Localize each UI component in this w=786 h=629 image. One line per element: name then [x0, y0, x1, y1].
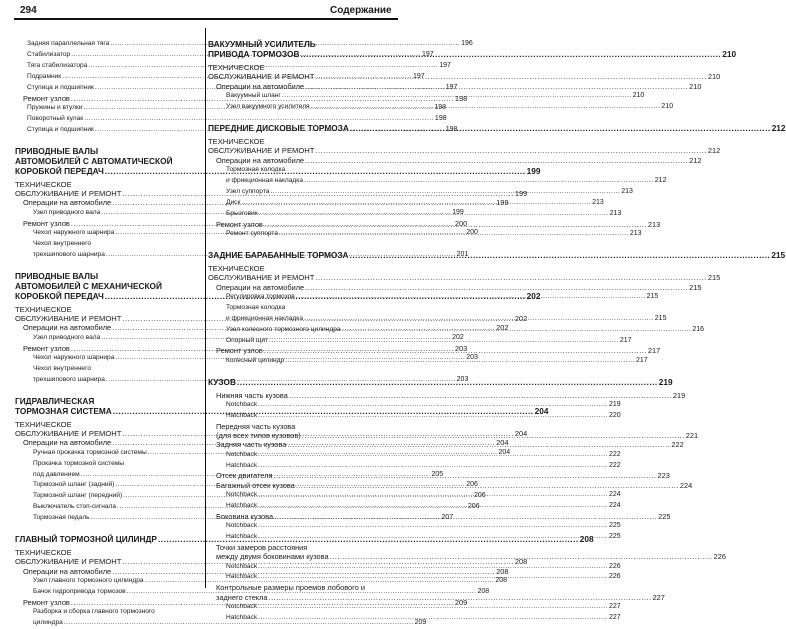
toc-entry-title: Поворотный кулак [27, 114, 84, 122]
toc-entry-page-number: 226 [608, 562, 621, 570]
toc-entry-title: Ручная прокачка тормозной системы [33, 448, 147, 456]
toc-entry-title: Notchback [226, 400, 258, 408]
dot-leader [258, 532, 608, 543]
toc-entry-title: трехшипового шарнира [33, 375, 105, 383]
toc-entry-text: Чехол внутреннего [33, 364, 92, 372]
toc-entry-page-number: 226 [713, 552, 726, 562]
dot-leader [304, 314, 654, 325]
dot-leader [269, 336, 619, 347]
toc-entry-title: Регулировка тормозов [226, 292, 295, 300]
toc-entry-title: Notchback [226, 562, 258, 570]
toc-entry-page-number: 202 [452, 333, 464, 341]
spacer [15, 386, 198, 396]
toc-entry-title: Узел колесного тормозного цилиндра [226, 325, 341, 333]
toc-entry-title: Операции на автомобиле [23, 323, 112, 333]
toc-entry-title: и фрикционная накладка [226, 314, 303, 322]
toc-entry-title: Опорный щит [226, 336, 269, 344]
dot-leader [330, 552, 713, 561]
toc-entry [208, 282, 702, 292]
dot-leader [258, 521, 608, 532]
page-title: Содержание [330, 5, 392, 16]
toc-entry-title: ОБСЛУЖИВАНИЕ И РЕМОНТ [208, 146, 315, 156]
toc-entry [208, 461, 621, 472]
toc-entry-page-number: 212 [654, 176, 667, 184]
toc-entry-page-number: 206 [473, 492, 486, 500]
toc-section-page-number: 215 [771, 249, 786, 260]
dot-leader [311, 102, 661, 113]
toc-entry-title: Диск [226, 198, 241, 206]
toc-entry-title: Тормозной шланг (передний) [33, 492, 123, 500]
toc-entry-title: Пружины и втулки [27, 103, 83, 111]
toc-entry-title: Ступица и подшипник [27, 125, 94, 133]
toc-entry-page-number: 222 [608, 450, 621, 458]
toc-entry [208, 176, 667, 187]
toc-section-title: ТОРМОЗНАЯ СИСТЕМА [15, 405, 112, 416]
dot-leader [315, 146, 706, 155]
toc-entry-page-number: 222 [671, 440, 684, 450]
toc-entry-page-number: 207 [441, 514, 454, 522]
toc-entry [15, 218, 468, 228]
toc-entry-page-number: 220 [608, 411, 621, 419]
toc-entry-title: Узел приводного вала [33, 208, 101, 216]
toc-entry-title: ОБСЛУЖИВАНИЕ И РЕМОНТ [15, 429, 122, 439]
dot-leader [258, 490, 608, 501]
dot-leader [287, 440, 670, 449]
toc-entry-page-number: 223 [657, 471, 670, 481]
dot-leader [258, 613, 608, 624]
toc-entry-page-number: 217 [619, 336, 632, 344]
toc-entry-page-number: 197 [445, 83, 458, 91]
toc-entry-text: Разборка и сборка главного тормозного [33, 608, 155, 616]
toc-entry-page-number: 224 [608, 501, 621, 509]
toc-entry-text: ТЕХНИЧЕСКОЕ [208, 263, 265, 273]
toc-entry-page-number: 224 [608, 491, 621, 499]
toc-entry-title: Ремонт узлов [23, 343, 70, 353]
toc-entry-page-number: 198 [434, 114, 447, 122]
toc-entry-page-number: 204 [498, 448, 511, 456]
toc-entry [15, 618, 427, 629]
toc-entry-page-number: 203 [454, 343, 468, 353]
toc-entry-title: Ступица и подшипник [27, 83, 94, 91]
toc-entry-text: ТЕХНИЧЕСКОЕ [15, 548, 72, 558]
toc-entry-page-number: 196 [461, 40, 473, 47]
toc-entry-title: Боковина кузова [216, 511, 274, 521]
dot-leader [300, 49, 721, 59]
toc-entry-page-number: 225 [658, 511, 671, 521]
toc-entry-title: Чехол наружного шарнира [33, 353, 115, 361]
toc-section-text: АВТОМОБИЛЕЙ С АВТОМАТИЧЕСКОЙ [15, 155, 173, 166]
dot-leader [304, 176, 654, 187]
toc-entry-title: Узел главного тормозного цилиндра [33, 577, 144, 585]
toc-entry-text: ТЕХНИЧЕСКОЕ [15, 304, 72, 314]
dot-leader [315, 273, 706, 282]
toc-entry-title: Notchback [226, 602, 258, 610]
toc-entry-title: Узел приводного вала [33, 333, 101, 341]
spacer [208, 367, 398, 377]
dot-leader [296, 481, 679, 490]
toc-entry-page-number: 197 [422, 50, 434, 58]
toc-section-page-number: 199 [526, 165, 541, 176]
toc-entry [208, 155, 702, 165]
toc-entry [15, 114, 447, 125]
toc-section-page-number: 208 [579, 534, 594, 545]
toc-entry-title: Ремонт узлов [216, 346, 263, 356]
toc-entry-title: Ремонт узлов [216, 219, 263, 229]
toc-section-text: ПРИВОДНЫЕ ВАЛЫ [15, 270, 99, 281]
dot-leader [258, 411, 608, 422]
dot-leader [350, 250, 771, 260]
toc-entry-page-number: 199 [452, 208, 464, 216]
toc-entry-page-number: 217 [636, 356, 648, 364]
dot-leader [258, 572, 608, 583]
dot-leader [258, 400, 608, 411]
toc-entry-title: цилиндра [33, 619, 63, 627]
toc-entry-title: Операции на автомобиле [23, 438, 112, 448]
toc-entry-title: Брызговик [226, 209, 258, 217]
toc-section-page-number: 219 [658, 376, 673, 387]
toc-entry-title: Операции на автомобиле [23, 566, 112, 576]
toc-entry-page-number: 202 [514, 313, 528, 323]
toc-entry-page-number: 200 [466, 228, 478, 236]
toc-entry-page-number: 216 [692, 325, 705, 333]
toc-entry [15, 343, 468, 353]
toc-section-text: ПРИВОДНЫЕ ВАЛЫ [15, 145, 99, 156]
toc-section-text: ГИДРАВЛИЧЕСКАЯ [15, 395, 95, 406]
spacer [15, 524, 198, 534]
toc-entry-page-number: 226 [608, 573, 621, 581]
toc-section-title: КУЗОВ [208, 376, 236, 387]
toc-entry-title: Вакуумный шланг [226, 92, 281, 100]
toc-entry-title: Узел вакуумного усилителя [226, 103, 310, 111]
toc-entry-page-number: 209 [414, 619, 427, 627]
toc-entry-title: Notchback [226, 491, 258, 499]
toc-entry-page-number: 213 [609, 209, 622, 217]
toc-entry-title: Hatchback [226, 573, 258, 581]
toc-section-title: ГЛАВНЫЙ ТОРМОЗНОЙ ЦИЛИНДР [15, 534, 157, 545]
toc-entry-title: Hatchback [226, 501, 258, 509]
toc-entry-page-number: 200 [454, 218, 468, 228]
dot-leader [289, 391, 672, 400]
toc-entry-title: Ремонт узлов [23, 597, 70, 607]
toc-entry-title: Подрамник [27, 72, 62, 80]
toc-entry-text: ТЕХНИЧЕСКОЕ [208, 136, 265, 146]
toc-entry-title: Колесный цилиндр [226, 356, 285, 364]
toc-entry-title: ОБСЛУЖИВАНИЕ И РЕМОНТ [208, 273, 315, 283]
toc-entry [208, 273, 721, 283]
toc-entry-title: ОБСЛУЖИВАНИЕ И РЕМОНТ [15, 313, 122, 323]
toc-entry-title: ОБСЛУЖИВАНИЕ И РЕМОНТ [208, 72, 315, 82]
spacer [15, 136, 198, 146]
toc-entry-text: Тормозная колодка [226, 303, 286, 311]
toc-entry-title: Отсек двигателя [216, 471, 273, 481]
toc-section-title: ПЕРЕДНИЕ ДИСКОВЫЕ ТОРМОЗА [208, 122, 349, 133]
toc-entry-page-number: 197 [439, 61, 451, 69]
toc-entry-title: Hatchback [226, 613, 258, 621]
toc-entry-page-number: 198 [445, 125, 458, 133]
toc-entry-page-number: 208 [477, 588, 490, 596]
toc-section-page-number: 204 [534, 405, 549, 416]
toc-entry-page-number: 210 [661, 103, 674, 111]
toc-entry-page-number: 197 [412, 72, 425, 80]
toc-entry-page-number: 208 [496, 566, 509, 576]
toc-entry-page-number: 225 [608, 533, 621, 541]
toc-entry-title: Тормозной шланг (задний) [33, 481, 115, 489]
dot-leader [302, 431, 685, 440]
toc-section-title: КОРОБКОЙ ПЕРЕДАЧ [15, 290, 104, 301]
dot-leader [258, 602, 608, 613]
dot-leader [305, 156, 688, 165]
toc-entry-page-number: 215 [707, 273, 721, 283]
toc-entry-page-number: 210 [707, 72, 721, 82]
toc-entry-title: Notchback [226, 522, 258, 530]
toc-section-title: КОРОБКОЙ ПЕРЕДАЧ [15, 165, 104, 176]
toc-section-text: АВТОМОБИЛЕЙ С МЕХАНИЧЕСКОЙ [15, 280, 162, 291]
toc-entry-page-number: 203 [466, 353, 478, 361]
dot-leader [241, 198, 591, 209]
toc-entry-page-number: 227 [652, 592, 665, 602]
toc-entry-title: Операции на автомобиле [216, 155, 305, 165]
toc-entry [208, 390, 686, 400]
toc-entry-title: Бачок гидропривода тормозов [33, 588, 126, 596]
toc-entry-page-number: 224 [679, 480, 693, 490]
toc-entry-page-number: 219 [672, 390, 686, 400]
toc-entry-page-number: 213 [592, 198, 604, 206]
toc-entry-page-number: 215 [654, 314, 667, 322]
toc-entry-title: Ремонт узлов [23, 218, 70, 228]
toc-entry-text: Чехол внутреннего [33, 239, 92, 247]
toc-entry-page-number: 221 [685, 431, 699, 441]
toc-entry [208, 146, 721, 156]
toc-entry-title: ОБСЛУЖИВАНИЕ И РЕМОНТ [15, 188, 122, 198]
toc-entry-title: трехшипового шарнира [33, 250, 105, 258]
dot-leader [315, 72, 706, 81]
toc-entry-page-number: 227 [608, 602, 621, 610]
toc-entry-page-number: 206 [466, 481, 478, 489]
toc-entry-text: Передняя часть кузова [216, 421, 296, 431]
toc-section-text: ВАКУУМНЫЙ УСИЛИТЕЛЬ [208, 39, 316, 49]
toc-entry-page-number: 208 [514, 557, 528, 567]
toc-entry-title: под давлением [33, 470, 80, 478]
spacer [208, 113, 398, 123]
dot-leader [305, 82, 688, 91]
spacer [208, 240, 398, 250]
toc-entry-page-number: 227 [608, 613, 621, 621]
toc-section-page-number: 202 [526, 290, 541, 301]
toc-entry-page-number: 213 [621, 187, 633, 195]
toc-entry-title: Операции на автомобиле [216, 282, 305, 292]
page-number: 294 [20, 5, 37, 16]
toc-entry-title: Задняя параллельная тяга [27, 40, 110, 47]
dot-leader [258, 450, 608, 461]
dot-leader [258, 501, 608, 512]
toc-entry-title: ОБСЛУЖИВАНИЕ И РЕМОНТ [15, 557, 122, 567]
toc-entry-text: Тормозная колодка [226, 166, 286, 174]
toc-entry-text: ТЕХНИЧЕСКОЕ [208, 63, 265, 72]
dot-leader [342, 325, 692, 336]
dot-leader [258, 461, 608, 472]
toc-entry-page-number: 201 [456, 250, 469, 258]
toc-entry-title: Тяга стабилизатора [27, 61, 88, 69]
toc-entry-page-number: 203 [456, 375, 469, 383]
toc-entry-page-number: 213 [647, 219, 661, 229]
toc-entry-page-number: 202 [496, 323, 509, 333]
toc-entry-page-number: 225 [608, 522, 621, 530]
toc-entry-title: (для всех типов кузовов) [216, 431, 301, 441]
toc-entry-title: Чехол наружного шарнира [33, 228, 115, 236]
dot-leader [237, 377, 658, 387]
toc-entry-title: Узел суппорта [226, 187, 270, 195]
dot-leader [259, 209, 609, 220]
toc-entry-page-number: 209 [454, 597, 468, 607]
toc-entry-title: Нижняя часть кузова [216, 390, 288, 400]
dot-leader [282, 91, 632, 102]
toc-entry-page-number: 206 [467, 503, 480, 511]
dot-leader [273, 471, 656, 480]
toc-entry-title: Ремонт узлов [23, 93, 70, 103]
dot-leader [258, 562, 608, 573]
toc-entry-page-number: 213 [629, 229, 642, 237]
toc-entry-page-number: 198 [434, 103, 447, 111]
toc-section-title: ПРИВОДА ТОРМОЗОВ [208, 49, 300, 59]
toc-entry-title: Hatchback [226, 533, 258, 541]
toc-entry-title: Ремонт суппорта [226, 229, 279, 237]
toc-entry-page-number: 210 [689, 81, 702, 91]
toc-entry-page-number: 204 [496, 438, 509, 448]
spacer [15, 261, 198, 271]
toc-entry-title: Hatchback [226, 461, 258, 469]
toc-entry-page-number: 198 [454, 93, 468, 103]
toc-entry-title: Стабилизатор [27, 50, 71, 58]
dot-leader [296, 292, 646, 303]
dot-leader [264, 220, 647, 229]
toc-entry-page-number: 219 [608, 400, 621, 408]
toc-entry-title: заднего стекла [216, 592, 268, 602]
toc-section-page-number: 210 [722, 49, 737, 59]
dot-leader [270, 187, 620, 198]
toc-entry [208, 411, 621, 422]
toc-entry-page-number: 204 [514, 429, 528, 439]
dot-leader [274, 512, 657, 521]
toc-entry-page-number: 212 [689, 155, 702, 165]
dot-leader [279, 229, 629, 240]
header-rule [14, 18, 398, 20]
toc-entry-text: ТЕХНИЧЕСКОЕ [15, 419, 72, 429]
toc-section-title: ЗАДНИЕ БАРАБАННЫЕ ТОРМОЗА [208, 249, 349, 260]
toc-entry-title: Операции на автомобиле [23, 198, 112, 208]
toc-entry-page-number: 199 [514, 188, 528, 198]
toc-entry-text: ТЕХНИЧЕСКОЕ [15, 179, 72, 189]
toc-entry-page-number: 208 [495, 577, 508, 585]
toc-entry-text: Контрольные размеры проемов лобового и [216, 583, 365, 593]
toc-entry-text: Прокачка тормозной системы [33, 459, 125, 467]
dot-leader [350, 123, 771, 133]
toc-entry-title: между двумя боковинами кузова [216, 552, 329, 562]
toc-entry-page-number: 199 [496, 198, 509, 208]
toc-entry [208, 521, 621, 532]
dot-leader [285, 356, 635, 367]
toc-entry-title: Notchback [226, 450, 258, 458]
toc-entry-text: Точки замеров расстояния [216, 542, 308, 552]
toc-entry-title: и фрикционная накладка [226, 176, 303, 184]
toc-section-page-number: 212 [771, 122, 786, 133]
toc-entry-page-number: 212 [707, 146, 721, 156]
dot-leader [305, 283, 688, 292]
toc-entry-page-number: 217 [647, 346, 661, 356]
toc-entry-page-number: 215 [689, 282, 702, 292]
toc-entry-page-number: 222 [608, 461, 621, 469]
toc-entry-title: Hatchback [226, 411, 258, 419]
toc-entry-page-number: 215 [646, 292, 659, 300]
toc-entry-title: Тормозная педаль [33, 514, 90, 522]
toc-entry-title: Выключатель стоп-сигнала [33, 503, 117, 511]
toc-entry-title: Операции на автомобиле [216, 81, 305, 91]
toc-entry-title: Багажный отсек кузова [216, 480, 295, 490]
toc-entry-title: Задняя часть кузова [216, 440, 287, 450]
toc-entry-page-number: 210 [632, 92, 645, 100]
dot-leader [264, 343, 647, 355]
dot-leader [269, 593, 652, 602]
toc-entry-page-number: 205 [431, 470, 444, 478]
